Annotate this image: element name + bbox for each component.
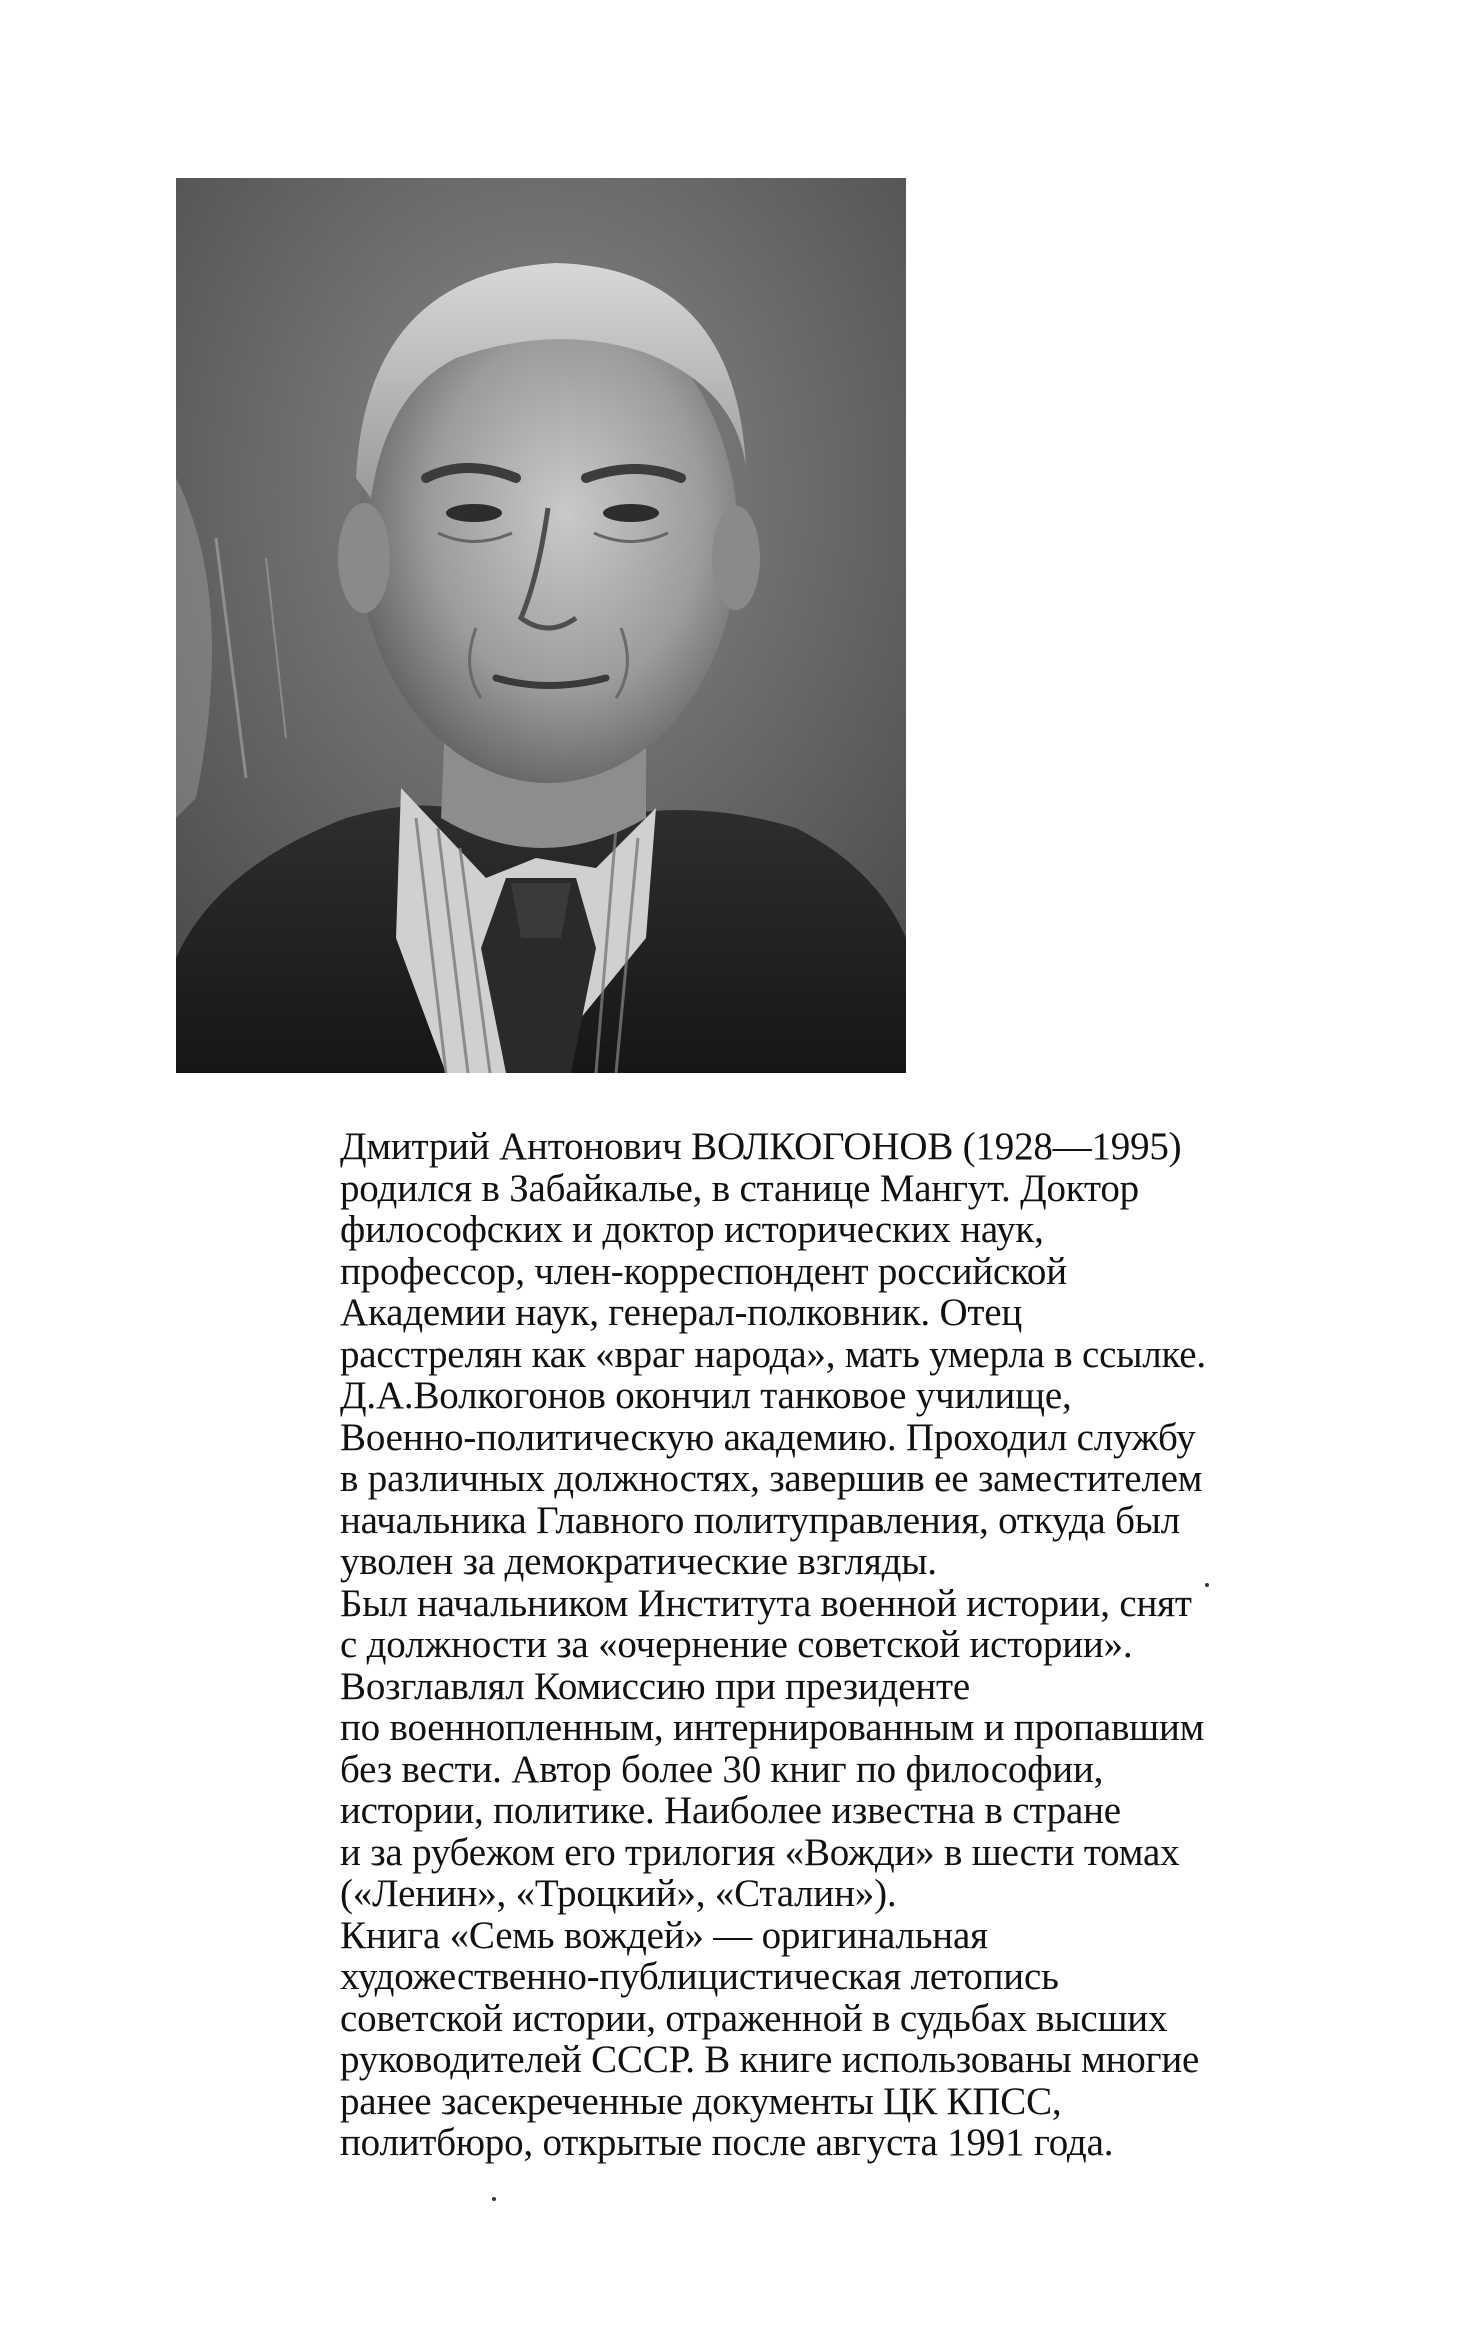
bio-line: по военнопленным, интернированным и пропавшим <box>340 1706 1205 1749</box>
bio-line: («Ленин», «Троцкий», «Сталин»). <box>340 1872 897 1915</box>
bio-line: расстрелян как «враг народа», мать умерла в ссылке. <box>340 1332 1206 1376</box>
bio-line: Книга «Семь вождей» — оригинальная <box>340 1913 988 1957</box>
bio-line: уволен за демократические взгляды. <box>340 1540 937 1583</box>
bio-line: в различных должностях, завершив ее заместителем <box>340 1457 1203 1500</box>
bio-line: философских и доктор исторических наук, <box>340 1208 1044 1251</box>
author-biography <box>340 1126 1340 2164</box>
bio-line: Был начальником Института военной истории, снят <box>340 1581 1192 1625</box>
bio-line: руководителей СССР. В книге использованы многие <box>340 2038 1200 2081</box>
bio-line: художественно-публицистическая летопись <box>340 1955 1059 1998</box>
print-speck <box>1205 1583 1209 1587</box>
portrait-illustration <box>176 178 906 1073</box>
bio-line: советской истории, отраженной в судьбах высших <box>340 1996 1168 2040</box>
bio-line: Возглавлял Комиссию при президенте <box>340 1664 970 1708</box>
bio-line: Академии наук, генерал-полковник. Отец <box>340 1291 1023 1334</box>
bio-line: и за рубежом его трилогия «Вожди» в шести томах <box>340 1830 1180 1874</box>
bio-line: ранее засекреченные документы ЦК КПСС, <box>340 2079 1062 2123</box>
bio-line: истории, политике. Наиболее известна в стране <box>340 1789 1121 1832</box>
bio-line: Военно-политическую академию. Проходил службу <box>340 1415 1196 1459</box>
bio-line: без вести. Автор более 30 книг по философии, <box>340 1747 1104 1791</box>
bio-line: Дмитрий Антонович ВОЛКОГОНОВ (1928—1995) <box>340 1125 1182 1168</box>
bio-line: Д.А.Волкогонов окончил танковое училище, <box>340 1374 1072 1417</box>
print-speck <box>492 2197 496 2201</box>
bio-line: политбюро, открытые после августа 1991 года. <box>340 2121 1114 2164</box>
bio-line: начальника Главного политуправления, откуда был <box>340 1498 1180 1542</box>
bio-line: родился в Забайкалье, в станице Мангут. Доктор <box>340 1166 1139 1210</box>
bio-line: профессор, член-корреспондент российской <box>340 1249 1067 1293</box>
bio-line: с должности за «очернение советской истории». <box>340 1623 1133 1666</box>
author-portrait-photo <box>176 178 906 1073</box>
